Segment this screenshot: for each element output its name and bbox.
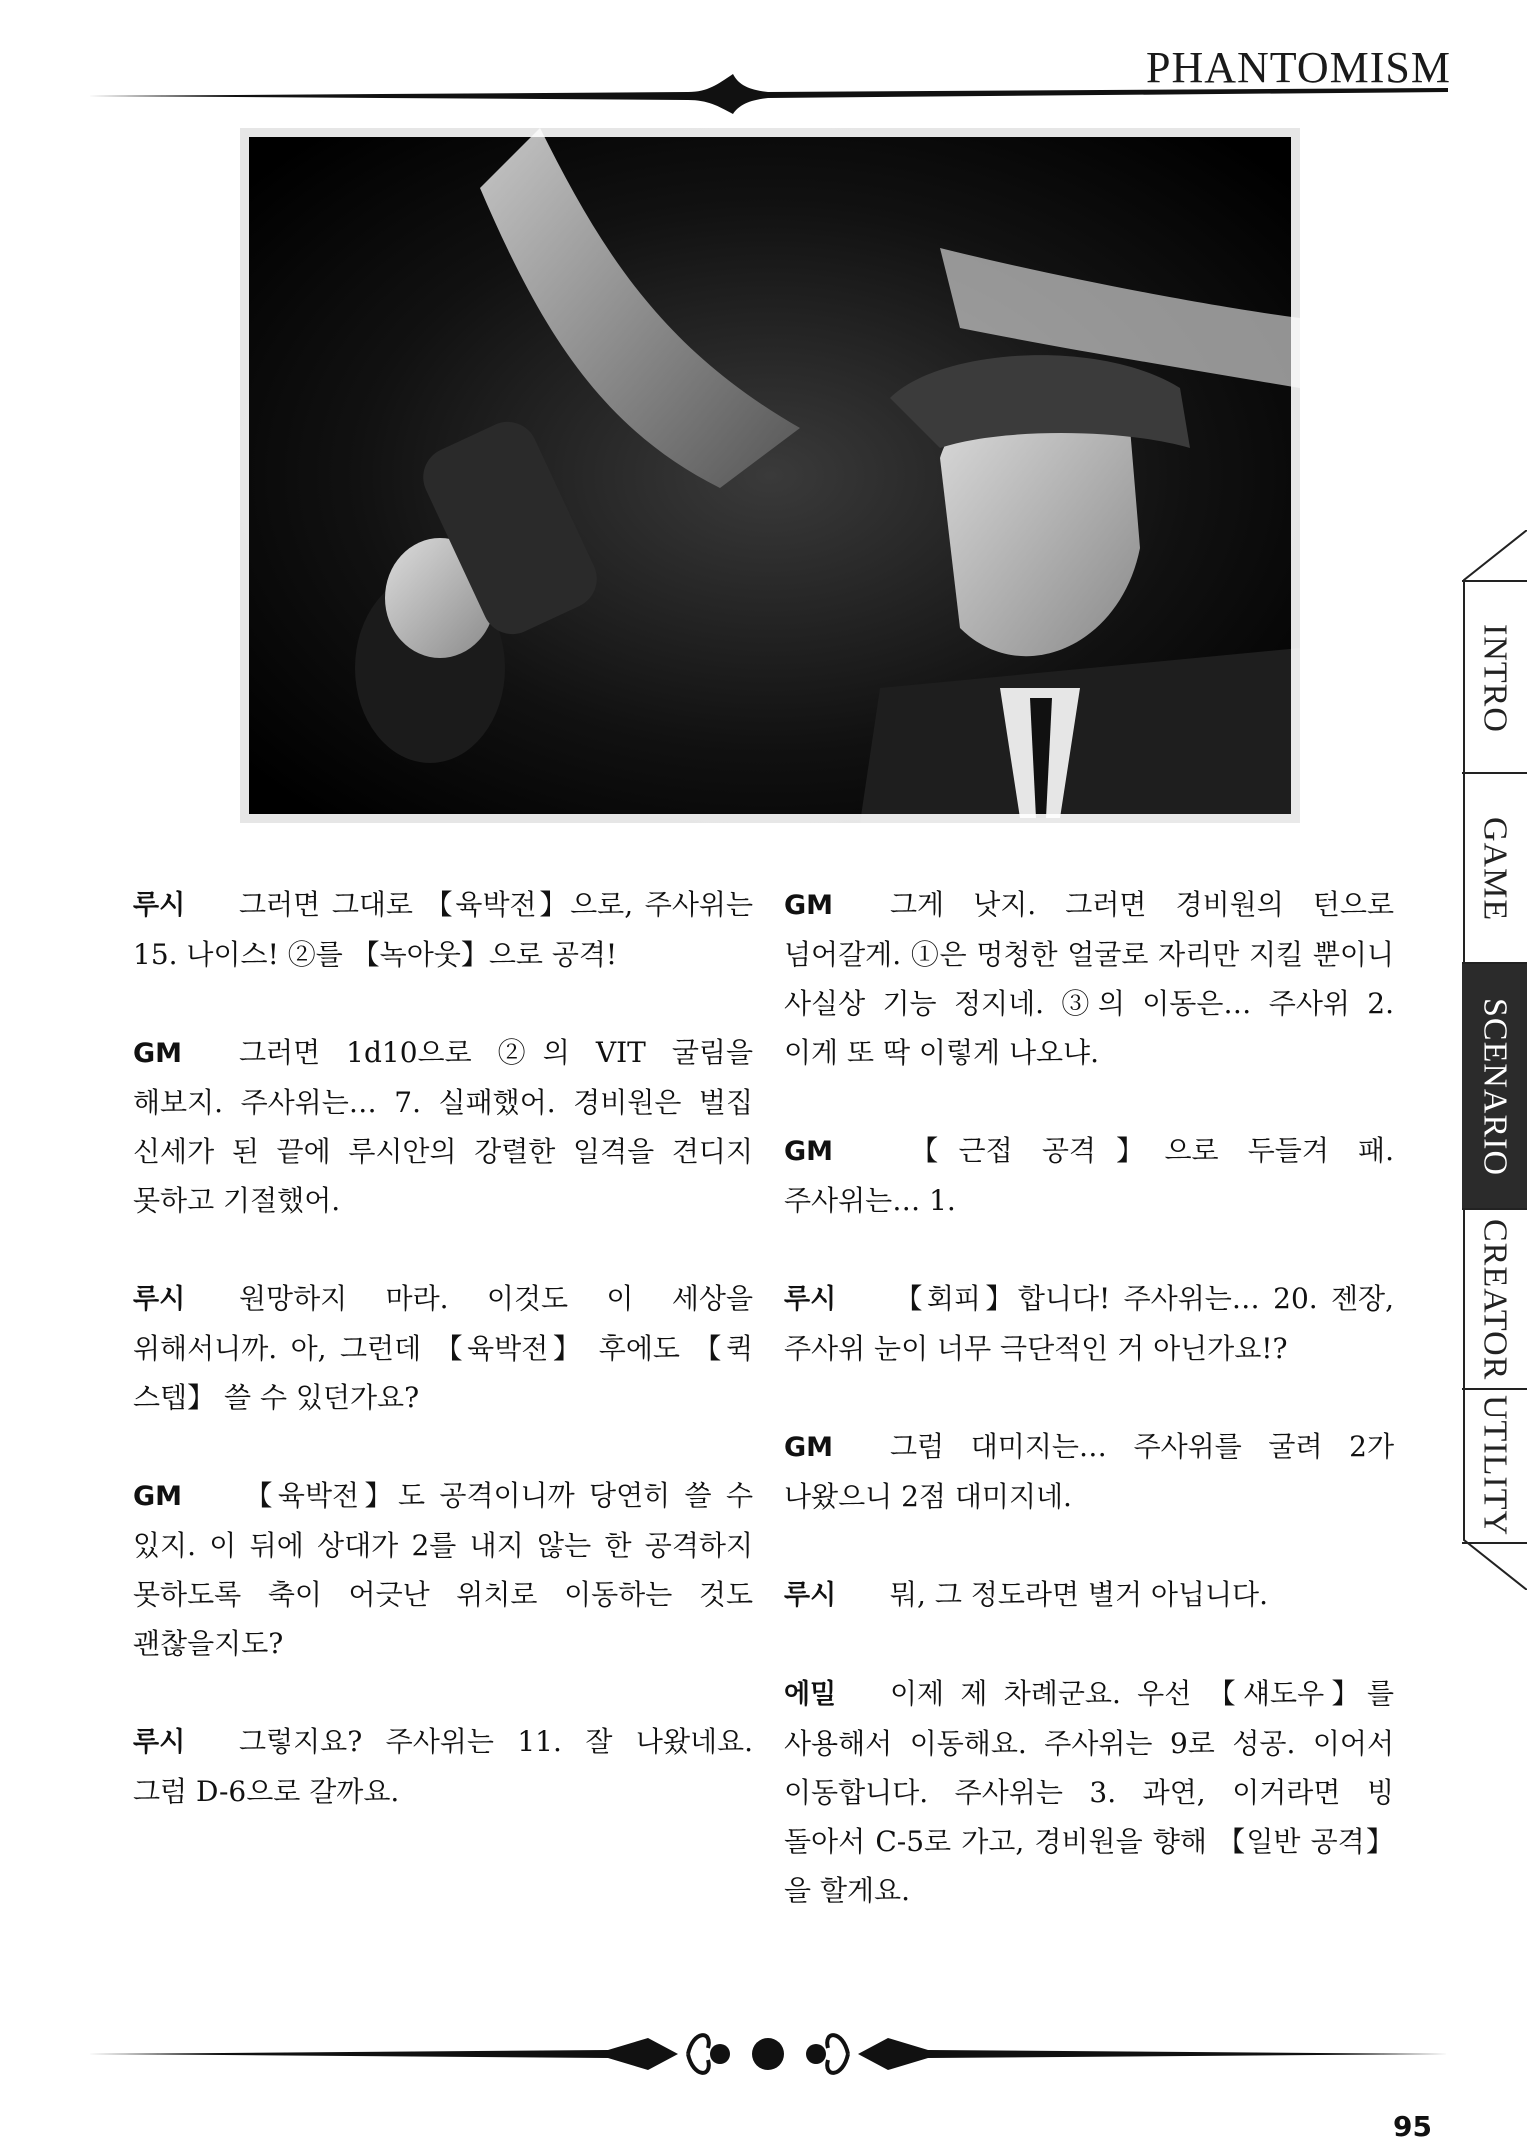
page-number: 95 [1393,2110,1432,2143]
dialogue-text: 【회피】합니다! 주사위는… 20. 젠장, 주사위 눈이 너무 극단적인 거 아닌가요!? [784,1282,1394,1365]
dialogue-line [784,1274,1394,1373]
dialogue-line [133,1274,753,1422]
tab-intro[interactable] [1462,580,1527,774]
dialogue-line [133,880,753,979]
dialogue-text: 그러면 그대로 【육박전】으로, 주사위는 15. 나이스! ②를 【녹아웃】으로 공격! [133,888,753,971]
chapter-tabs [1462,530,1527,1590]
speaker-name: GM [133,1038,183,1069]
speaker-name: 루시 [784,1580,837,1611]
dialogue-text: 【육박전】도 공격이니까 당연히 쓸 수 있지. 이 뒤에 상대가 2를 내지 않는 한 공격하지 못하도록 축이 어긋난 위치로 이동하는 것도 괜찮을지도? [133,1479,753,1660]
tab-scenario[interactable] [1462,962,1527,1210]
dialogue-text: 그렇지요? 주사위는 11. 잘 나왔네요. 그럼 D-6으로 갈까요. [133,1725,753,1808]
tab-label: INTRO [1476,623,1514,733]
illustration-agent-and-guard [240,128,1300,823]
header-ornament-rule [88,66,1448,114]
dialogue-text: 【근접 공격】으로 두들겨 패. 주사위는… 1. [784,1134,1394,1217]
dialogue-column-right [784,880,1394,1964]
dialogue-line [784,1422,1394,1521]
dialogue-text: 그러면 1d10으로 ②의 VIT 굴림을 해보지. 주사위는… 7. 실패했어. 경비원은 벌집 신세가 된 끝에 루시안의 강렬한 일격을 견디지 못하고 기절했어. [133,1036,753,1217]
dialogue-line [784,880,1394,1077]
dialogue-text: 원망하지 마라. 이것도 이 세상을 위해서니까. 아, 그런데 【육박전】 후에도 【퀵 스텝】 쓸 수 있던가요? [133,1282,753,1414]
footer-ornament-rule [88,2018,1448,2088]
speaker-name: GM [133,1481,183,1512]
tab-label: CREATOR [1476,1219,1514,1381]
dialogue-text: 이제 제 차례군요. 우선 【섀도우】를 사용해서 이동해요. 주사위는 9로 성공. 이어서 이동합니다. 주사위는 3. 과연, 이거라면 빙 돌아서 C-5로 가고, 경비원을 향해 【일반 공격】을 할게요. [784,1677,1394,1907]
speaker-name: 에밀 [784,1679,837,1710]
dialogue-line [133,1028,753,1225]
dialogue-line [784,1126,1394,1225]
dialogue-line [133,1471,753,1668]
book-title: PHANTOMISM [1145,43,1451,92]
speaker-name: GM [784,1432,834,1463]
tab-game[interactable] [1462,772,1527,964]
speaker-name: 루시 [784,1284,837,1315]
dialogue-text: 그게 낫지. 그러면 경비원의 턴으로 넘어갈게. ①은 멍청한 얼굴로 자리만 지킬 뿐이니 사실상 기능 정지네. ③의 이동은… 주사위 2. 이게 또 딱 이렇게 나오냐. [784,888,1394,1069]
speaker-name: 루시 [133,890,186,921]
speaker-name: 루시 [133,1284,186,1315]
speaker-name: GM [784,890,834,921]
dialogue-text: 뭐, 그 정도라면 별거 아닙니다. [890,1578,1268,1611]
tab-label: UTILITY [1476,1395,1514,1537]
dialogue-line [784,1570,1394,1620]
tab-label: SCENARIO [1476,997,1514,1177]
dialogue-line [784,1669,1394,1915]
tab-label: GAME [1476,816,1514,922]
dialogue-line [133,1717,753,1816]
tab-utility[interactable] [1462,1388,1527,1544]
speaker-name: GM [784,1136,834,1167]
speaker-name: 루시 [133,1727,186,1758]
tab-creator[interactable] [1462,1208,1527,1390]
dialogue-column-left [133,880,753,1865]
dialogue-text: 그럼 대미지는… 주사위를 굴려 2가 나왔으니 2점 대미지네. [784,1430,1394,1513]
